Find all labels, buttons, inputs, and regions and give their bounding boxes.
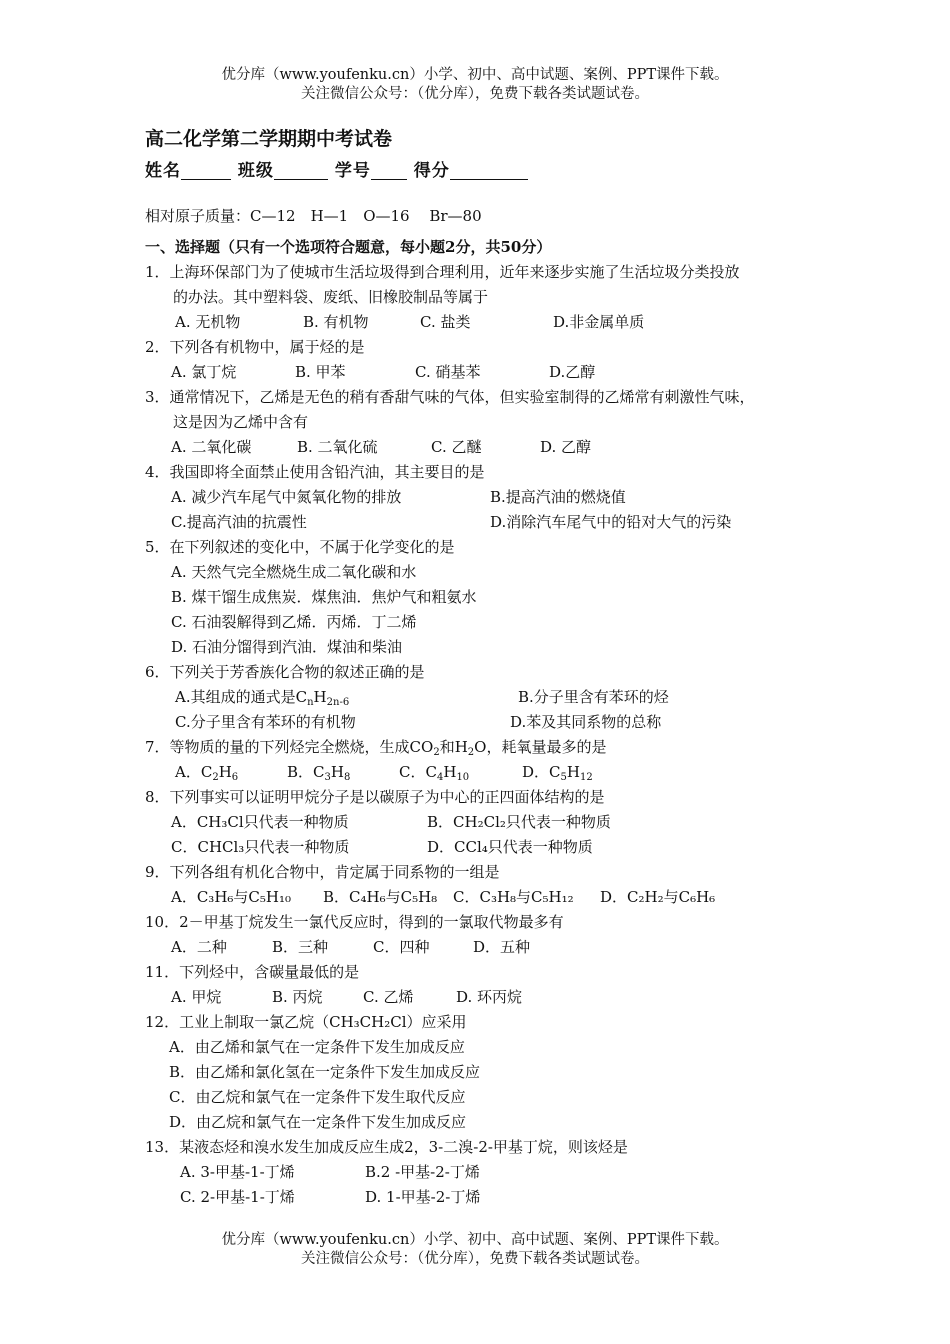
question-8-stem: 8．下列事实可以证明甲烷分子是以碳原子为中心的正四面体结构的是 xyxy=(145,788,605,806)
option-b[interactable]: B．C₄H₆与C₅H₈ xyxy=(323,888,438,906)
student-info-line xyxy=(145,154,825,188)
question-3-stem-cont: 这是因为乙烯中含有 xyxy=(173,413,309,431)
question-4-options-row-2 xyxy=(145,510,825,535)
option-d[interactable]: D. 环丙烷 xyxy=(456,988,523,1006)
option-d[interactable]: D.苯及其同系物的总称 xyxy=(510,713,662,731)
option-a[interactable]: A. 氯丁烷 xyxy=(171,363,237,381)
formula: H xyxy=(443,763,457,781)
exam-body xyxy=(145,124,825,1210)
option-b[interactable]: B. 煤干馏生成焦炭．煤焦油．焦炉气和粗氨水 xyxy=(171,588,477,606)
footer-line-1: 优分库（www.youfenku.cn）小学、初中、高中试题、案例、PPT课件下载。 xyxy=(221,1232,729,1248)
option-c[interactable]: C. 石油裂解得到乙烯．丙烯．丁二烯 xyxy=(171,613,417,631)
formula: A．C xyxy=(175,763,213,781)
option-a[interactable]: A. 减少汽车尾气中氮氧化物的排放 xyxy=(171,488,402,506)
option-a[interactable]: A. 甲烷 xyxy=(171,988,222,1006)
formula: H xyxy=(218,763,232,781)
question-12-stem: 12．工业上制取一氯乙烷（CH₃CH₂Cl）应采用 xyxy=(145,1013,467,1031)
question-8-options-row-1 xyxy=(145,810,825,835)
option-d[interactable]: D.消除汽车尾气中的铅对大气的污染 xyxy=(490,513,732,531)
question-9-options xyxy=(145,885,825,910)
header-line-1: 优分库（www.youfenku.cn）小学、初中、高中试题、案例、PPT课件下载。 xyxy=(221,67,729,83)
option-d[interactable] xyxy=(522,760,593,785)
option-b[interactable]: B.2 -甲基-2-丁烯 xyxy=(365,1163,480,1181)
question-13-options-row-1 xyxy=(145,1160,825,1185)
subscript: 2n-6 xyxy=(326,697,350,708)
question-1-stem: 1．上海环保部门为了使城市生活垃圾得到合理利用，近年来逐步实施了生活垃圾分类投放 xyxy=(145,263,740,281)
question-2-options xyxy=(145,360,825,385)
question-3-stem: 3．通常情况下，乙烯是无色的稍有香甜气味的气体，但实验室制得的乙烯常有刺激性气味， xyxy=(145,388,755,406)
question-6-options-row-2 xyxy=(145,710,825,735)
option-a-text: H xyxy=(313,688,327,706)
question-4-stem: 4．我国即将全面禁止使用含铅汽油，其主要目的是 xyxy=(145,463,485,481)
option-c[interactable]: C. 乙烯 xyxy=(363,988,414,1006)
question-6-options-row-1 xyxy=(145,685,825,710)
question-5-stem: 5．在下列叙述的变化中，不属于化学变化的是 xyxy=(145,538,455,556)
question-7-options xyxy=(145,760,825,785)
option-d[interactable]: D．由乙烷和氯气在一定条件下发生加成反应 xyxy=(169,1113,467,1131)
section-1-title: 一、选择题（只有一个选项符合题意，每小题2分，共50分） xyxy=(145,238,552,256)
option-c[interactable]: C. 盐类 xyxy=(420,313,471,331)
option-b[interactable]: B．CH₂Cl₂只代表一种物质 xyxy=(427,813,611,831)
option-d[interactable]: D.乙醇 xyxy=(549,363,596,381)
page-footer xyxy=(0,1231,950,1269)
option-b[interactable]: B. 二氧化硫 xyxy=(297,438,378,456)
question-11-options xyxy=(145,985,825,1010)
formula: H xyxy=(330,763,344,781)
option-c[interactable]: C．由乙烷和氯气在一定条件下发生取代反应 xyxy=(169,1088,466,1106)
option-a[interactable]: A．CH₃Cl只代表一种物质 xyxy=(171,813,349,831)
question-1-options xyxy=(145,310,825,335)
option-d[interactable]: D.非金属单质 xyxy=(553,313,645,331)
option-b[interactable]: B. 甲苯 xyxy=(295,363,346,381)
question-2-stem: 2．下列各有机物中，属于烃的是 xyxy=(145,338,365,356)
option-d[interactable]: D. 乙醇 xyxy=(540,438,592,456)
number-label: 学号 xyxy=(334,161,371,181)
stem-text: 和H xyxy=(439,738,468,756)
footer-line-2: 关注微信公众号：（优分库），免费下载各类试题试卷。 xyxy=(301,1251,649,1267)
subscript: 3 xyxy=(324,772,331,783)
subscript: 10 xyxy=(456,772,470,783)
subscript: 2 xyxy=(433,747,440,758)
subscript: 2 xyxy=(212,772,219,783)
formula: B．C xyxy=(287,763,325,781)
option-b[interactable]: B. 丙烷 xyxy=(272,988,323,1006)
subscript: 12 xyxy=(579,772,593,783)
question-11-stem: 11．下列烃中，含碳量最低的是 xyxy=(145,963,360,981)
option-a[interactable]: A. 二氧化碳 xyxy=(171,438,252,456)
question-1-stem-cont: 的办法。其中塑料袋、废纸、旧橡胶制品等属于 xyxy=(173,288,489,306)
option-c[interactable]: C．四种 xyxy=(373,938,430,956)
option-d[interactable]: D．CCl₄只代表一种物质 xyxy=(427,838,593,856)
question-6-stem: 6．下列关于芳香族化合物的叙述正确的是 xyxy=(145,663,425,681)
question-4-options-row-1 xyxy=(145,485,825,510)
score-blank[interactable] xyxy=(450,159,528,180)
option-d[interactable]: D．C₂H₂与C₆H₆ xyxy=(600,888,716,906)
option-a[interactable]: A. 无机物 xyxy=(175,313,241,331)
stem-text: O，耗氧量最多的是 xyxy=(474,738,607,756)
question-13-stem: 13．某液态烃和溴水发生加成反应生成2，3-二溴-2-甲基丁烷，则该烃是 xyxy=(145,1138,628,1156)
option-a-text: A.其组成的通式是C xyxy=(175,688,308,706)
formula: H xyxy=(566,763,580,781)
option-a[interactable]: A．C₃H₆与C₅H₁₀ xyxy=(171,888,292,906)
option-c[interactable]: C．CHCl₃只代表一种物质 xyxy=(171,838,350,856)
subscript: 5 xyxy=(560,772,567,783)
page-header xyxy=(0,66,950,104)
option-c[interactable]: C.分子里含有苯环的有机物 xyxy=(175,713,356,731)
exam-title: 高二化学第二学期期中考试卷 xyxy=(145,128,393,150)
subscript: 4 xyxy=(436,772,444,783)
header-line-2: 关注微信公众号：（优分库），免费下载各类试题试卷。 xyxy=(301,86,649,102)
option-b[interactable] xyxy=(287,760,350,785)
formula: C．C xyxy=(399,763,437,781)
option-a[interactable]: A．由乙烯和氯气在一定条件下发生加成反应 xyxy=(169,1038,465,1056)
subscript: n xyxy=(307,697,314,708)
atomic-masses: 相对原子质量：C—12 H—1 O—16 Br—80 xyxy=(145,207,482,225)
option-d[interactable]: D．五种 xyxy=(473,938,531,956)
option-a[interactable]: A. 3-甲基-1-丁烯 xyxy=(180,1163,295,1181)
stem-text: 7．等物质的量的下列烃完全燃烧，生成CO xyxy=(145,738,434,756)
question-10-stem: 10．2－甲基丁烷发生一氯代反应时，得到的一氯取代物最多有 xyxy=(145,913,564,931)
option-b[interactable]: B.提高汽油的燃烧值 xyxy=(490,488,626,506)
score-label: 得分 xyxy=(413,161,450,181)
question-13-options-row-2 xyxy=(145,1185,825,1210)
class-label: 班级 xyxy=(237,161,274,181)
option-b[interactable]: B．三种 xyxy=(272,938,329,956)
formula: D．C xyxy=(522,763,561,781)
option-c[interactable]: C. 乙醚 xyxy=(431,438,482,456)
subscript: 6 xyxy=(231,772,239,783)
question-8-options-row-2 xyxy=(145,835,825,860)
option-d[interactable]: D. 1-甲基-2-丁烯 xyxy=(365,1188,481,1206)
name-label: 姓名 xyxy=(145,161,181,181)
option-c[interactable]: C. 硝基苯 xyxy=(415,363,481,381)
option-c[interactable] xyxy=(399,760,469,785)
option-b[interactable]: B．由乙烯和氯化氢在一定条件下发生加成反应 xyxy=(169,1063,481,1081)
option-c[interactable]: C．C₃H₈与C₅H₁₂ xyxy=(453,888,574,906)
question-7-stem xyxy=(145,735,825,760)
name-blank[interactable] xyxy=(181,159,231,180)
question-9-stem: 9．下列各组有机化合物中，肯定属于同系物的一组是 xyxy=(145,863,500,881)
option-a[interactable] xyxy=(175,685,349,710)
option-c[interactable]: C. 2-甲基-1-丁烯 xyxy=(180,1188,295,1206)
option-a[interactable]: A. 天然气完全燃烧生成二氧化碳和水 xyxy=(171,563,417,581)
option-a[interactable]: A．二种 xyxy=(171,938,227,956)
option-a[interactable] xyxy=(175,760,238,785)
question-3-options xyxy=(145,435,825,460)
option-b[interactable]: B.分子里含有苯环的烃 xyxy=(518,688,669,706)
number-blank[interactable] xyxy=(371,159,407,180)
class-blank[interactable] xyxy=(274,159,328,180)
subscript: 8 xyxy=(343,772,351,783)
option-c[interactable]: C.提高汽油的抗震性 xyxy=(171,513,307,531)
option-d[interactable]: D. 石油分馏得到汽油．煤油和柴油 xyxy=(171,638,403,656)
option-b[interactable]: B. 有机物 xyxy=(303,313,369,331)
subscript: 2 xyxy=(467,747,475,758)
question-10-options xyxy=(145,935,825,960)
